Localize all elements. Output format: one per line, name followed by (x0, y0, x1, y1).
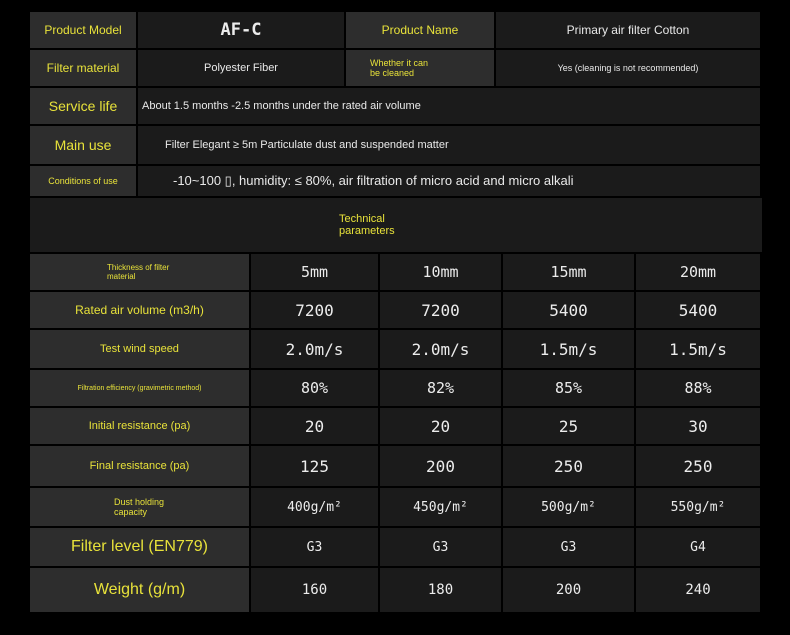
product-model-value: AF-C (138, 12, 346, 50)
main-use-value: Filter Elegant ≥ 5m Particulate dust and suspended matter (138, 126, 762, 166)
thickness-value-1: 5mm (251, 254, 380, 292)
wind-speed-label: Test wind speed (30, 330, 251, 370)
dust-capacity-value-4: 550g/m² (636, 488, 762, 528)
weight-value-2: 180 (380, 568, 503, 614)
dust-capacity-value-2: 450g/m² (380, 488, 503, 528)
product-name-label: Product Name (346, 12, 496, 50)
efficiency-value-4: 88% (636, 370, 762, 408)
product-name-value: Primary air filter Cotton (496, 12, 762, 50)
rated-air-volume-value-2: 7200 (380, 292, 503, 330)
dust-capacity-label: Dust holding capacity (30, 488, 251, 528)
initial-resistance-value-2: 20 (380, 408, 503, 446)
conditions-value: -10~100 ▯, humidity: ≤ 80%, air filtration of micro acid and micro alkali (138, 166, 762, 198)
final-resistance-value-2: 200 (380, 446, 503, 488)
conditions-label: Conditions of use (30, 166, 138, 198)
technical-parameters-title: Technical parameters (339, 213, 395, 237)
efficiency-value-3: 85% (503, 370, 636, 408)
rated-air-volume-label: Rated air volume (m3/h) (30, 292, 251, 330)
wind-speed-value-3: 1.5m/s (503, 330, 636, 370)
efficiency-value-1: 80% (251, 370, 380, 408)
final-resistance-label: Final resistance (pa) (30, 446, 251, 488)
service-life-label: Service life (30, 88, 138, 126)
initial-resistance-label: Initial resistance (pa) (30, 408, 251, 446)
product-model-label: Product Model (30, 12, 138, 50)
initial-resistance-value-4: 30 (636, 408, 762, 446)
rated-air-volume-value-4: 5400 (636, 292, 762, 330)
weight-label: Weight (g/m) (30, 568, 251, 614)
final-resistance-value-4: 250 (636, 446, 762, 488)
filter-material-value: Polyester Fiber (138, 50, 346, 88)
main-use-label: Main use (30, 126, 138, 166)
technical-parameters-section (30, 198, 762, 254)
initial-resistance-value-1: 20 (251, 408, 380, 446)
filter-level-value-3: G3 (503, 528, 636, 568)
wind-speed-value-1: 2.0m/s (251, 330, 380, 370)
wind-speed-value-2: 2.0m/s (380, 330, 503, 370)
efficiency-label: Filtration efficiency (gravimetric method) (30, 370, 251, 408)
filter-level-value-1: G3 (251, 528, 380, 568)
filter-level-label: Filter level (EN779) (30, 528, 251, 568)
filter-material-label: Filter material (30, 50, 138, 88)
initial-resistance-value-3: 25 (503, 408, 636, 446)
rated-air-volume-value-3: 5400 (503, 292, 636, 330)
filter-level-value-2: G3 (380, 528, 503, 568)
cleanable-value: Yes (cleaning is not recommended) (496, 50, 762, 88)
final-resistance-value-1: 125 (251, 446, 380, 488)
weight-value-4: 240 (636, 568, 762, 614)
dust-capacity-value-3: 500g/m² (503, 488, 636, 528)
wind-speed-value-4: 1.5m/s (636, 330, 762, 370)
thickness-value-3: 15mm (503, 254, 636, 292)
weight-value-1: 160 (251, 568, 380, 614)
thickness-label: Thickness of filter material (30, 254, 251, 292)
efficiency-value-2: 82% (380, 370, 503, 408)
filter-level-value-4: G4 (636, 528, 762, 568)
thickness-value-2: 10mm (380, 254, 503, 292)
cleanable-label: Whether it can be cleaned (346, 50, 496, 88)
dust-capacity-value-1: 400g/m² (251, 488, 380, 528)
rated-air-volume-value-1: 7200 (251, 292, 380, 330)
weight-value-3: 200 (503, 568, 636, 614)
service-life-value: About 1.5 months -2.5 months under the rated air volume (138, 88, 762, 126)
thickness-value-4: 20mm (636, 254, 762, 292)
final-resistance-value-3: 250 (503, 446, 636, 488)
